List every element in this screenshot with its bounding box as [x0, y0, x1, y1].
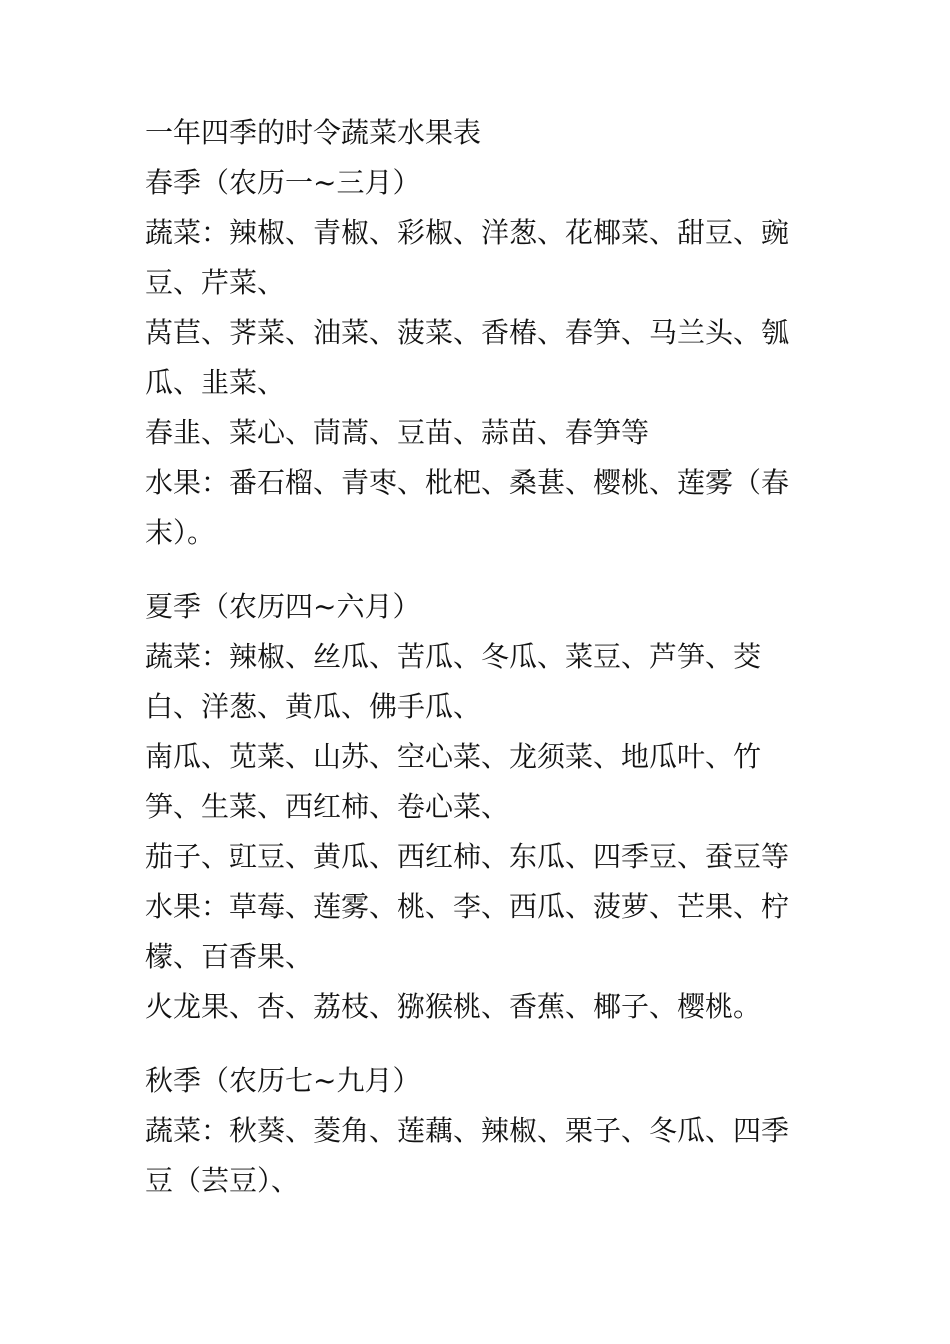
section-spacer [145, 1032, 810, 1056]
summer-vegetables-line-2: 南瓜、苋菜、山苏、空心菜、龙须菜、地瓜叶、竹笋、生菜、西红柿、卷心菜、 [145, 740, 762, 823]
summer-vegetables-line-3: 茄子、豇豆、黄瓜、西红柿、东瓜、四季豆、蚕豆等 [145, 840, 790, 873]
spring-vegetables-line-2: 莴苣、荠菜、油菜、菠菜、香椿、春笋、马兰头、瓠瓜、韭菜、 [145, 316, 790, 399]
section-spacer [145, 558, 810, 582]
summer-fruits-line-2: 火龙果、杏、荔枝、猕猴桃、香蕉、椰子、樱桃。 [145, 990, 762, 1023]
autumn-vegetables-line-1: 蔬菜：秋葵、菱角、莲藕、辣椒、栗子、冬瓜、四季豆（芸豆）、 [145, 1114, 790, 1197]
summer-heading: 夏季（农历四~六月） [145, 590, 421, 623]
spring-vegetables-line-1: 蔬菜：辣椒、青椒、彩椒、洋葱、花椰菜、甜豆、豌豆、芹菜、 [145, 216, 790, 299]
autumn-heading: 秋季（农历七~九月） [145, 1064, 421, 1097]
spring-fruits-line-1: 水果：番石榴、青枣、枇杷、桑葚、樱桃、莲雾（春末）。 [145, 466, 790, 549]
spring-heading: 春季（农历一~三月） [145, 166, 421, 199]
summer-fruits-line-1: 水果：草莓、莲雾、桃、李、西瓜、菠萝、芒果、柠檬、百香果、 [145, 890, 790, 973]
document-body [145, 108, 810, 1206]
summer-vegetables-line-1: 蔬菜：辣椒、丝瓜、苦瓜、冬瓜、菜豆、芦笋、茭白、洋葱、黄瓜、佛手瓜、 [145, 640, 762, 723]
document-title: 一年四季的时令蔬菜水果表 [145, 116, 482, 149]
spring-vegetables-line-3: 春韭、菜心、茼蒿、豆苗、蒜苗、春笋等 [145, 416, 650, 449]
